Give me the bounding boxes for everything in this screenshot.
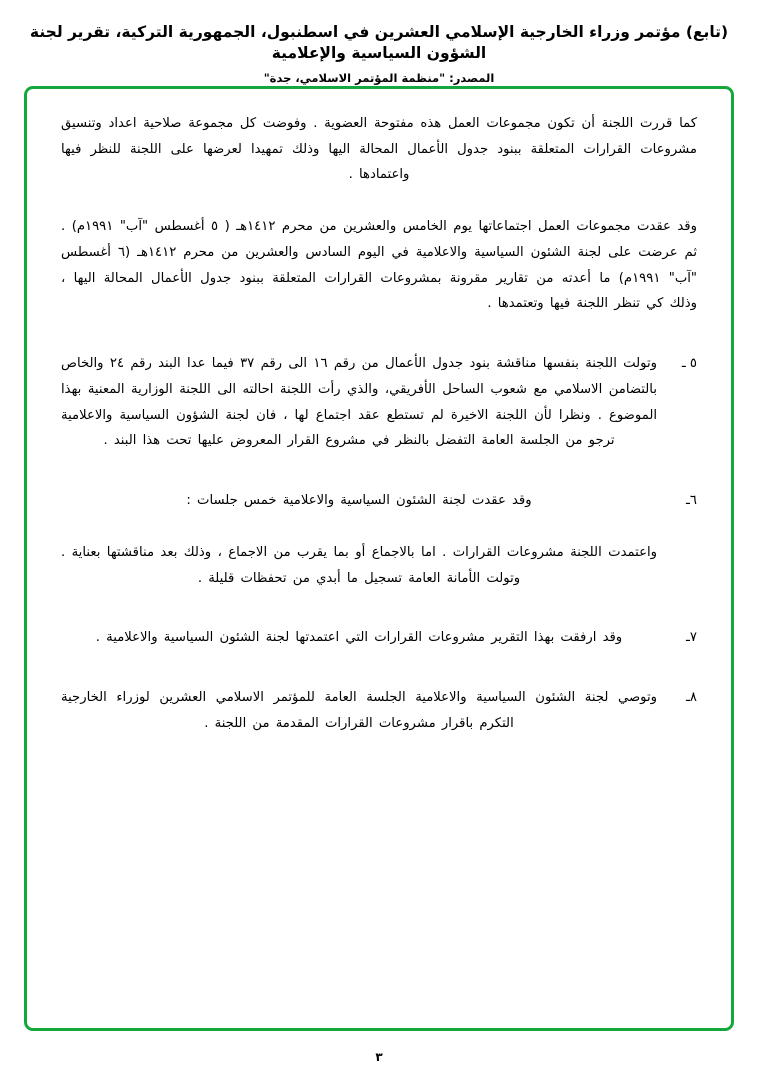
paragraph-committee-open-membership: كما قررت اللجنة أن تكون مجموعات العمل هذه مفتوحة العضوية . وفوضت كل مجموعة صلاحية اعداد وتنسيق مشروعات القرارات المتعلقة ببنود جدول الأعمال المحالة اليها وذلك تمهيدا لعرضها على اللجنة للنظر فيها واعتمادها . <box>61 116 697 183</box>
source-line: المصدر: "منظمة المؤتمر الاسلامي، جدة" <box>263 70 495 85</box>
content-frame <box>24 86 734 1031</box>
item-number-8: ٨ـ <box>686 690 697 706</box>
item-number-5: ٥ ـ <box>681 356 697 372</box>
paragraph-item-6-continuation: واعتمدت اللجنة مشروعات القرارات . اما بالاجماع أو بما يقرب من الاجماع ، وذلك بعد مناقشتها بعناية . وتولت الأمانة العامة تسجيل ما أبدي من تحفظات قليلة . <box>61 544 657 586</box>
page-number: ٣ <box>375 1050 383 1064</box>
paragraph-spacer <box>61 671 697 685</box>
numbered-item-5 <box>61 351 697 454</box>
document-body <box>27 89 731 766</box>
page-title: (تابع) مؤتمر وزراء الخارجية الإسلامي العشرين في اسطنبول، الجمهورية التركية، تقرير لجنة الشؤون السياسية والإعلامية <box>29 23 729 62</box>
numbered-item-6 <box>61 488 697 514</box>
paragraph-item-8: وتوصي لجنة الشئون السياسية والاعلامية الجلسة العامة للمؤتمر الاسلامي العشرين لوزراء الخارجية التكرم باقرار مشروعات القرارات المقدمة من اللجنة . <box>61 690 657 731</box>
paragraph-spacer <box>61 611 697 625</box>
document-header <box>0 0 758 85</box>
item-number-6: ٦ـ <box>686 493 697 509</box>
paragraph-spacer <box>61 337 697 351</box>
paragraph-item-7: وقد ارفقت بهذا التقرير مشروعات القرارات التي اعتمدتها لجنة الشئون السياسية والاعلامية . <box>95 630 623 646</box>
item-number-7: ٧ـ <box>686 630 697 646</box>
paragraph-item-6: وقد عقدت لجنة الشئون السياسية والاعلامية خمس جلسات : <box>186 493 532 509</box>
numbered-item-8 <box>61 685 697 736</box>
paragraph-meetings-dates: وقد عقدت مجموعات العمل اجتماعاتها يوم الخامس والعشرين من محرم ١٤١٢هـ ( ٥ أغسطس "آب" ١٩٩١م) . ثم عرضت على لجنة الشئون السياسية والاعلامية في اليوم السادس والعشرين من محرم ١٤١٢هـ (٦ أغسطس "آب" ١٩٩١م) ما أعدته من تقارير مقرونة بمشروعات القرارات المتعلقة ببنود جدول الأعمال المحالة اليها ، وذلك كي تنظر اللجنة فيها وتعتمدها . <box>61 219 697 312</box>
numbered-item-6-continuation <box>61 540 697 591</box>
paragraph-item-5: وتولت اللجنة بنفسها مناقشة بنود جدول الأعمال من رقم ١٦ الى رقم ٣٧ فيما عدا البند رقم ٢٤ والخاص بالتضامن الاسلامي مع شعوب الساحل الأفريقي، والذي رأت اللجنة احالته الى اللجنة الوزارية المعنية بهذا الموضوع . ونظرا لأن اللجنة الاخيرة لم تستطع عقد اجتماع لها ، فان لجنة الشؤون السياسية والاعلامية ترجو من الجلسة العامة التفضل بالنظر في مشروع القرار المعروض عليها تحت هذا البند . <box>61 356 657 449</box>
numbered-item-7 <box>61 625 697 651</box>
paragraph-spacer <box>61 474 697 488</box>
